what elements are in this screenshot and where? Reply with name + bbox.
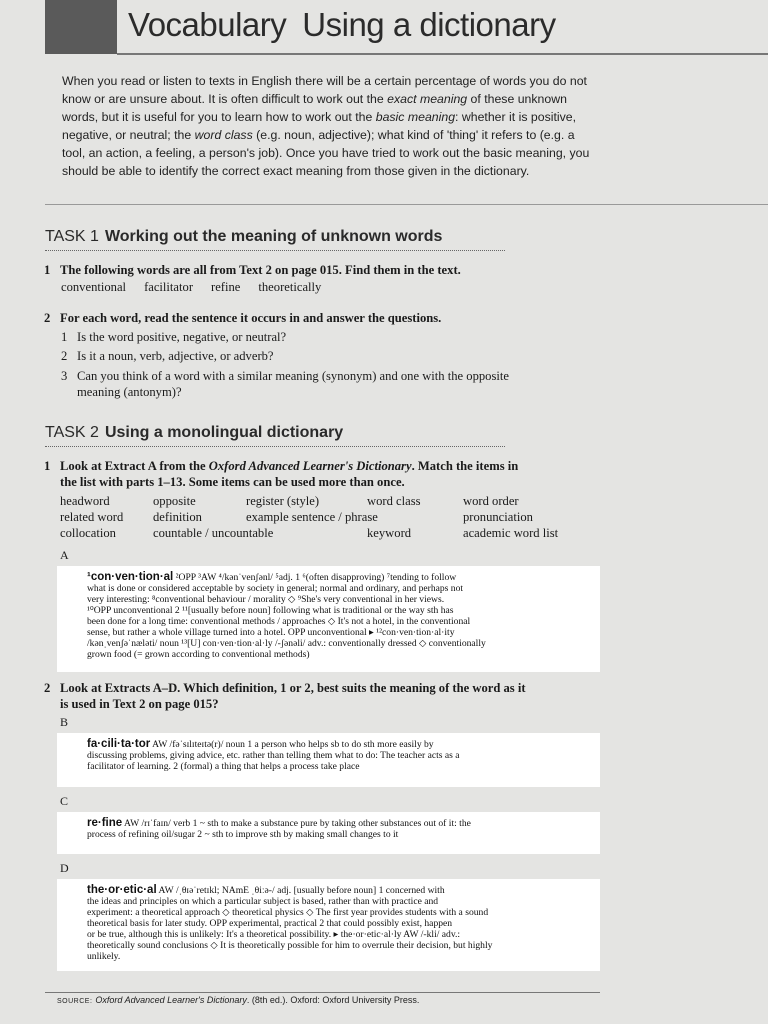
question-text-italic: Oxford Advanced Learner's Dictionary [208,459,412,473]
item-word-order: word order [463,494,519,508]
question-text-line2: the list with parts 1–13. Some items can be used more than once. [60,475,405,489]
extract-d-label: D [60,861,69,875]
task1-number: TASK 1 [45,228,99,245]
extract-d-headword: the·or·etic·al [87,884,157,896]
subquestion-text: Can you think of a word with a similar meaning (synonym) and one with the opposite [77,369,509,383]
extract-a-line6: sense, but rather a whole village turned into a hotel. OPP unconventional ▸ ¹²con·ven·tion·al·ity [87,627,455,638]
task2-dotted-rule [45,446,505,447]
extract-c-text: AW /rɪˈfaɪn/ verb 1 ~ sth to make a substance pure by taking other substances out of it: the [122,818,471,829]
question-text: For each word, read the sentence it occurs in and answer the questions. [60,311,442,325]
header-rule [117,53,768,55]
extract-b-line1 [87,739,590,750]
title-vocabulary: Vocabulary [128,6,287,43]
section-separator [45,204,768,205]
item-word-class: word class [367,494,421,508]
question-number: 1 [44,263,51,277]
word-theoretically: theoretically [258,280,322,294]
extract-b-headword: fa·cili·ta·tor [87,738,151,750]
subquestion-text-cont: meaning (antonym)? [77,385,182,399]
footer-rule [45,992,600,993]
item-related-word: related word [60,510,124,524]
extract-c-box [57,812,600,854]
extract-d-line6: theoretically sound conclusions ◇ It is theoretically possible for him to overrule their decision, but highly [87,940,493,951]
intro-italic-3: word class [194,128,253,142]
subquestion-number: 1 [61,330,68,344]
extract-c-line1 [87,818,590,829]
question-text [60,458,518,475]
item-register: register (style) [246,494,320,508]
question-text: Look at Extracts A–D. Which definition, 1 or 2, best suits the meaning of the word as it [60,681,526,695]
extract-a-line7: /kənˌvenʃəˈnæləti/ noun ¹³[U] con·ven·tion·al·ly /-ʃənəli/ adv.: conventionally dressed ◇ conventionally [87,638,486,649]
task2-heading [45,424,343,442]
extract-a-line4: ¹⁰OPP unconventional 2 ¹¹[usually before noun] following what is traditional or the way sth has [87,605,454,616]
item-headword: headword [60,494,110,508]
word-refine: refine [211,280,241,294]
item-keyword: keyword [367,526,412,540]
question-text: The following words are all from Text 2 on page 015. Find them in the text. [60,263,461,277]
intro-text-4: (e.g. noun, adjective); what kind of 'thing' it refers to (e.g. a tool, an action, a feeling, a person's job). Once you have tried to work out the basic meaning, you should be able to identify the correct exact meaning from those given in the dictionary. [62,128,590,178]
question-number: 1 [44,459,51,473]
extract-c-headword: re·fine [87,817,123,829]
extract-b-line3: facilitator of learning. 2 (formal) a thing that helps a process take place [87,761,360,772]
page-header [0,0,768,54]
extract-b-line2: discussing problems, giving advice, etc. rather than telling them what to do: The teacher acts as a [87,750,460,761]
source-footer [57,995,419,1005]
item-opposite: opposite [153,494,196,508]
question-number: 2 [44,311,51,325]
task2-number: TASK 2 [45,424,99,441]
extract-b-text: AW /fəˈsɪlɪteɪtə(r)/ noun 1 a person who helps sb to do sth more easily by [150,739,434,750]
extract-c-label: C [60,794,69,808]
item-example-sentence: example sentence / phrase [246,510,378,524]
item-collocation: collocation [60,526,116,540]
task1-title: Working out the meaning of unknown words [104,228,443,245]
task1-word-list [61,280,339,295]
extract-a-box [57,566,600,672]
task1-heading [45,228,442,246]
source-label: SOURCE: [57,998,93,1005]
extract-a-headword: ¹con·ven·tion·al [87,571,174,583]
intro-text-2: of these unknown words, but it is useful for you to learn how to work out the [62,92,567,124]
extract-a-line8: grown food (= grown according to conventional methods) [87,649,310,660]
extract-a-label: A [60,548,69,562]
extract-a-line5: been done for a long time: conventional methods / approaches ◇ It's not a hotel, in the conventional [87,616,471,627]
extract-b-box [57,733,600,787]
intro-text-1: When you read or listen to texts in English there will be a certain percentage of words you do not know or are unsure about. It is often difficult to work out the [62,74,587,106]
extract-b-label: B [60,715,69,729]
item-countable: countable / uncountable [153,526,274,540]
extract-d-text: AW /ˌθɪəˈretɪkl; NAmE ˌθiːə-/ adj. [usually before noun] 1 concerned with [156,885,445,896]
question-text-line2: is used in Text 2 on page 015? [60,697,219,711]
intro-italic-1: exact meaning [387,92,468,106]
item-definition: definition [153,510,202,524]
word-conventional: conventional [61,280,127,294]
intro-italic-2: basic meaning [375,110,456,124]
extract-d-line1 [87,885,590,896]
extract-a-text: ²OPP ³AW ⁴/kənˈvenʃənl/ ⁵adj. 1 ⁶(often disapproving) ⁷tending to follow [173,572,457,583]
question-number: 2 [44,681,51,695]
extract-a-line3: very interesting: ⁸conventional behaviour / morality ◇ ⁹She's very conventional in her views. [87,594,445,605]
subquestion-text: Is the word positive, negative, or neutral? [77,330,287,344]
subquestion-text: Is it a noun, verb, adjective, or adverb? [77,349,274,363]
extract-d-box [57,879,600,971]
source-details: . (8th ed.). Oxford: Oxford University Press. [246,995,420,1005]
extract-c-line2: process of refining oil/sugar 2 ~ sth to improve sth by making small changes to it [87,829,399,840]
subquestion-number: 3 [61,369,68,383]
extract-d-line4: theoretical basis for later study. OPP experimental, practical 2 that could possibly exist, happen [87,918,453,929]
intro-text-3: : whether it is positive, negative, or neutral; the [62,110,577,142]
item-pronunciation: pronunciation [463,510,533,524]
task2-title: Using a monolingual dictionary [104,424,344,441]
extract-d-line7: unlikely. [87,951,121,962]
extract-a-line1 [87,572,590,583]
header-block [45,0,117,54]
question-text-a: Look at Extract A from the [60,459,209,473]
extract-d-line2: the ideas and principles on which a particular subject is based, rather than with practice and [87,896,439,907]
extract-d-line3: experiment: a theoretical approach ◇ theoretical physics ◇ The first year provides students with a sound [87,907,489,918]
item-academic-word-list: academic word list [463,526,559,540]
title-using-a-dictionary: Using a dictionary [302,6,556,43]
intro-paragraph [62,72,592,180]
subquestion-number: 2 [61,349,68,363]
extract-a-line2: what is done or considered acceptable by society in general; normal and ordinary, and perhaps not [87,583,464,594]
source-title: Oxford Advanced Learner's Dictionary [95,995,247,1005]
page-title [128,6,556,44]
task1-dotted-rule [45,250,505,251]
word-facilitator: facilitator [144,280,194,294]
extract-d-line5: or be true, although this is unlikely: It's a theoretical possibility. ▸ the·or·etic·al·ly AW /-kli/ adv.: [87,929,461,940]
question-text-b: . Match the items in [411,459,519,473]
